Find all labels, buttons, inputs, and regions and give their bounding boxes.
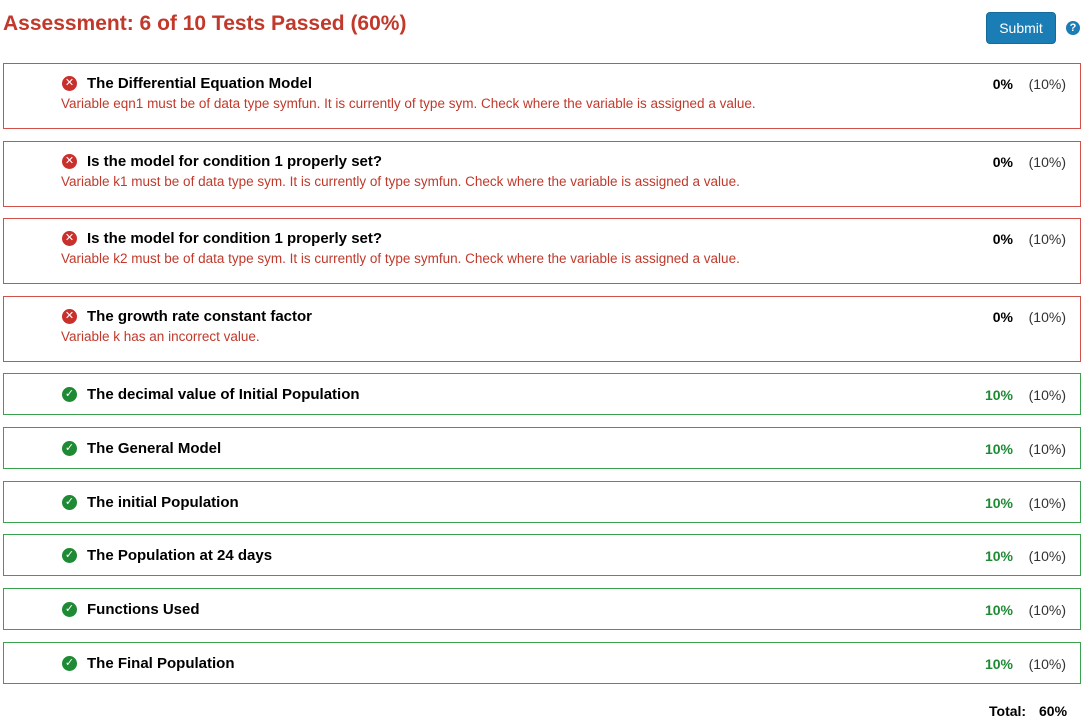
- submit-button[interactable]: Submit: [986, 12, 1056, 44]
- test-weight: (10%): [1028, 309, 1066, 325]
- check-circle-icon: ✓: [62, 495, 77, 510]
- check-circle-icon: ✓: [62, 441, 77, 456]
- test-item: [3, 141, 1081, 207]
- test-item: [3, 63, 1081, 129]
- x-circle-icon: ✕: [62, 231, 77, 246]
- test-item: [3, 296, 1081, 362]
- test-score: 0%: [992, 76, 1013, 92]
- test-score: 0%: [992, 309, 1013, 325]
- test-score: 10%: [984, 602, 1013, 618]
- x-circle-icon: ✕: [62, 76, 77, 91]
- test-weight: (10%): [1028, 602, 1066, 618]
- test-message: Variable k has an incorrect value.: [61, 329, 260, 344]
- total-label: Total:: [989, 703, 1027, 719]
- test-title: The initial Population: [87, 494, 239, 511]
- test-item: [3, 427, 1081, 469]
- test-score: 10%: [984, 656, 1013, 672]
- test-score: 10%: [984, 548, 1013, 564]
- x-circle-icon: ✕: [62, 309, 77, 324]
- test-title: The General Model: [87, 440, 222, 457]
- test-weight: (10%): [1028, 154, 1066, 170]
- test-weight: (10%): [1028, 76, 1066, 92]
- assessment-title: Assessment: 6 of 10 Tests Passed (60%): [3, 12, 407, 35]
- test-message: Variable eqn1 must be of data type symfun. It is currently of type sym. Check where the variable is assigned a value.: [61, 96, 756, 111]
- test-title: The Final Population: [87, 655, 235, 672]
- test-title: Is the model for condition 1 properly set?: [87, 153, 383, 170]
- test-item: [3, 534, 1081, 576]
- test-score: 0%: [992, 154, 1013, 170]
- test-score: 10%: [984, 495, 1013, 511]
- test-score: 0%: [992, 231, 1013, 247]
- check-circle-icon: ✓: [62, 387, 77, 402]
- test-weight: (10%): [1028, 387, 1066, 403]
- test-item: [3, 218, 1081, 284]
- test-weight: (10%): [1028, 231, 1066, 247]
- x-circle-icon: ✕: [62, 154, 77, 169]
- test-score: 10%: [984, 441, 1013, 457]
- test-title: Functions Used: [87, 601, 200, 618]
- test-score: 10%: [984, 387, 1013, 403]
- test-title: The decimal value of Initial Population: [87, 386, 360, 403]
- check-circle-icon: ✓: [62, 602, 77, 617]
- test-title: The Differential Equation Model: [87, 75, 313, 92]
- test-message: Variable k2 must be of data type sym. It is currently of type symfun. Check where the variable is assigned a value.: [61, 251, 740, 266]
- test-weight: (10%): [1028, 495, 1066, 511]
- test-item: [3, 373, 1081, 415]
- test-weight: (10%): [1028, 656, 1066, 672]
- test-item: [3, 588, 1081, 630]
- test-title: Is the model for condition 1 properly set?: [87, 230, 383, 247]
- total-value: 60%: [1039, 703, 1068, 719]
- test-weight: (10%): [1028, 441, 1066, 457]
- test-title: The Population at 24 days: [87, 547, 273, 564]
- test-weight: (10%): [1028, 548, 1066, 564]
- check-circle-icon: ✓: [62, 656, 77, 671]
- test-item: [3, 642, 1081, 684]
- test-message: Variable k1 must be of data type sym. It is currently of type symfun. Check where the variable is assigned a value.: [61, 174, 740, 189]
- test-item: [3, 481, 1081, 523]
- check-circle-icon: ✓: [62, 548, 77, 563]
- help-icon[interactable]: ?: [1066, 21, 1080, 35]
- test-title: The growth rate constant factor: [87, 308, 313, 325]
